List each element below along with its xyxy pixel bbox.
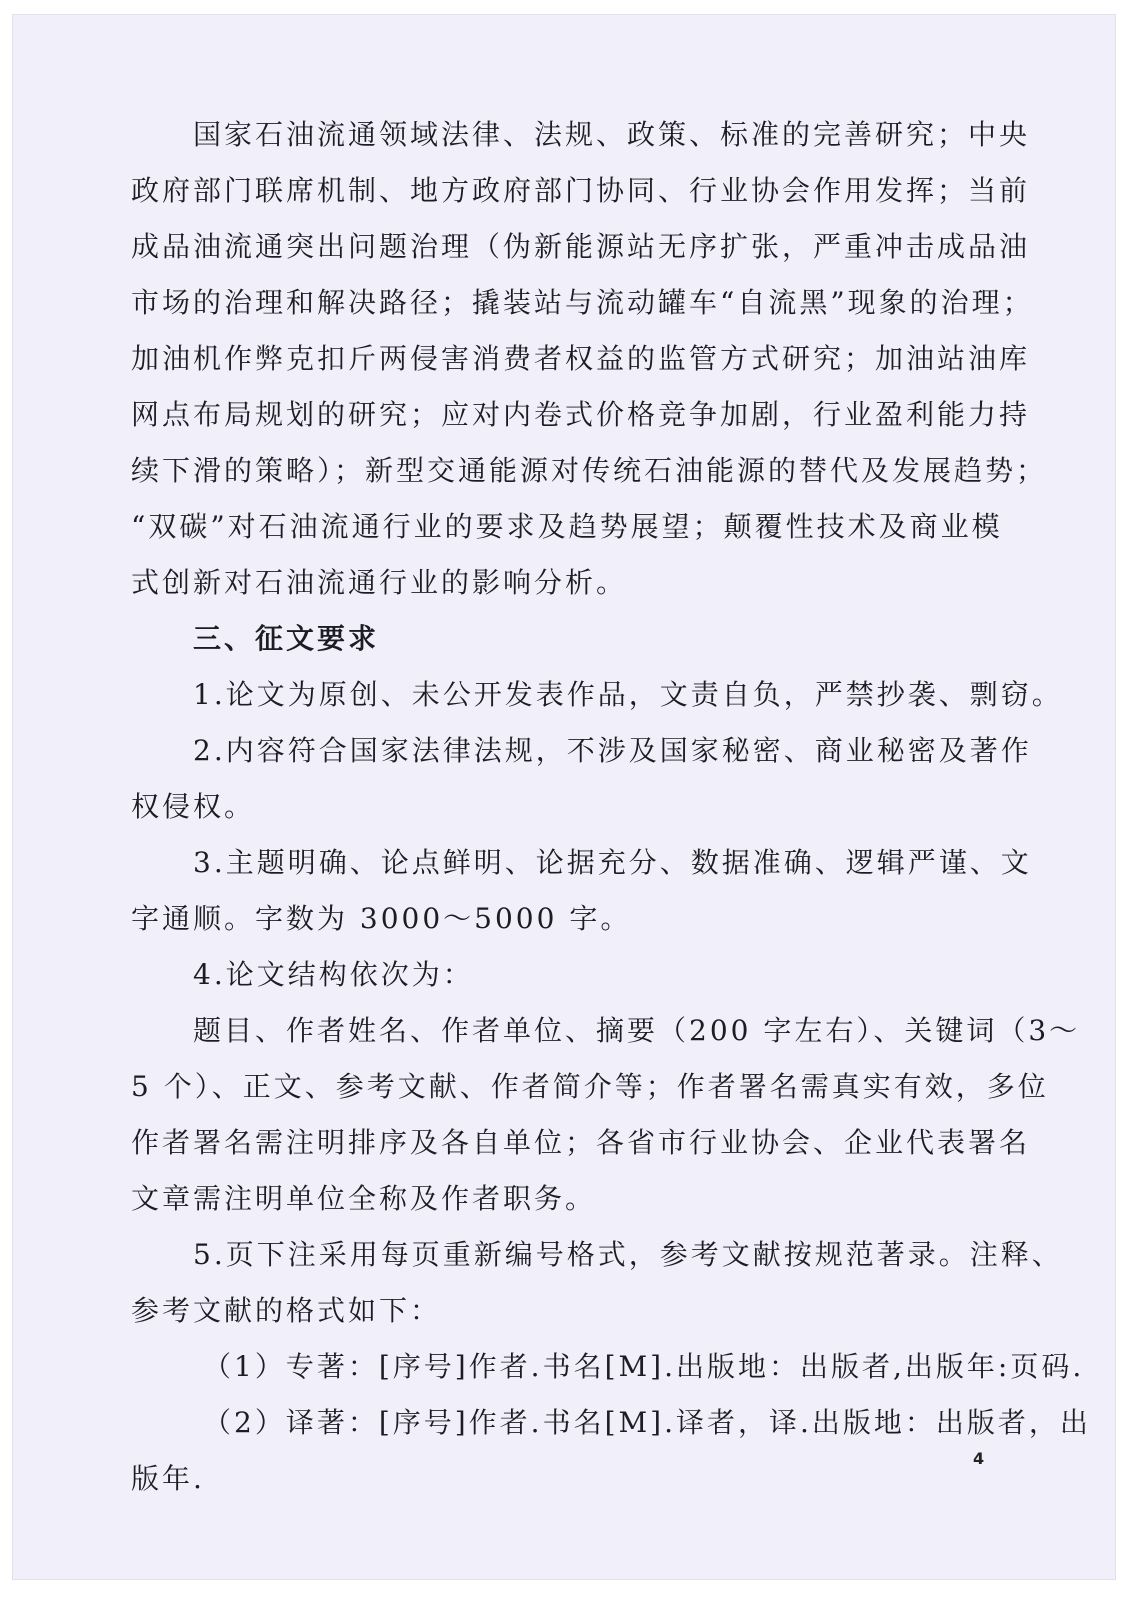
text-line: 续下滑的策略）；新型交通能源对传统石油能源的替代及发展趋势； xyxy=(131,454,1048,487)
reference-format-monograph xyxy=(131,1339,1085,1395)
reference-format-translation xyxy=(131,1395,1091,1507)
text-line: 政府部门联席机制、地方政府部门协同、行业协会作用发挥；当前 xyxy=(131,174,1031,207)
text-line: 作者署名需注明排序及各自单位；各省市行业协会、企业代表署名 xyxy=(131,1126,1031,1159)
requirement-item-5 xyxy=(131,1227,1063,1339)
text-line: （2）译著：[序号]作者.书名[M].译者，译.出版地：出版者，出 xyxy=(203,1406,1091,1439)
text-line: 市场的治理和解决路径；撬装站与流动罐车“自流黑”现象的治理； xyxy=(131,286,1034,319)
page-number: 4 xyxy=(973,1449,985,1468)
text-line: 3.主题明确、论点鲜明、论据充分、数据准确、逻辑严谨、文 xyxy=(193,846,1032,879)
text-line: 网点布局规划的研究；应对内卷式价格竞争加剧，行业盈利能力持 xyxy=(131,398,1031,431)
text-line: 参考文献的格式如下： xyxy=(131,1294,442,1327)
intro-paragraph xyxy=(131,107,1048,611)
text-line: 权侵权。 xyxy=(131,790,256,823)
text-line: 5.页下注采用每页重新编号格式，参考文献按规范著录。注释、 xyxy=(193,1238,1063,1271)
document-body xyxy=(131,107,1091,1507)
text-line: 题目、作者姓名、作者单位、摘要（200 字左右）、关键词（3～ xyxy=(193,1014,1081,1047)
text-line: 版年. xyxy=(131,1462,205,1495)
text-line: “双碳”对石油流通行业的要求及趋势展望；颠覆性技术及商业模 xyxy=(131,510,1003,543)
text-line: （1）专著：[序号]作者.书名[M].出版地：出版者,出版年:页码. xyxy=(203,1350,1085,1383)
text-line: 式创新对石油流通行业的影响分析。 xyxy=(131,566,628,599)
text-line: 1.论文为原创、未公开发表作品，文责自负，严禁抄袭、剽窃。 xyxy=(193,678,1063,711)
text-line: 文章需注明单位全称及作者职务。 xyxy=(131,1182,597,1215)
text-line: 2.内容符合国家法律法规，不涉及国家秘密、商业秘密及著作 xyxy=(193,734,1032,767)
section-heading: 三、征文要求 xyxy=(193,622,380,655)
document-page xyxy=(12,14,1116,1580)
text-line: 国家石油流通领域法律、法规、政策、标准的完善研究；中央 xyxy=(193,118,1031,151)
text-line: 5 个）、正文、参考文献、作者简介等；作者署名需真实有效，多位 xyxy=(131,1070,1049,1103)
text-line: 4.论文结构依次为： xyxy=(193,958,474,991)
requirement-item-1 xyxy=(131,667,1063,723)
requirement-item-4-detail xyxy=(131,1003,1081,1227)
requirement-item-2 xyxy=(131,723,1032,835)
requirement-item-3 xyxy=(131,835,1032,947)
text-line: 成品油流通突出问题治理（伪新能源站无序扩张，严重冲击成品油 xyxy=(131,230,1031,263)
text-line: 字通顺。字数为 3000～5000 字。 xyxy=(131,902,632,935)
requirement-item-4 xyxy=(131,947,996,1003)
text-line: 加油机作弊克扣斤两侵害消费者权益的监管方式研究；加油站油库 xyxy=(131,342,1031,375)
